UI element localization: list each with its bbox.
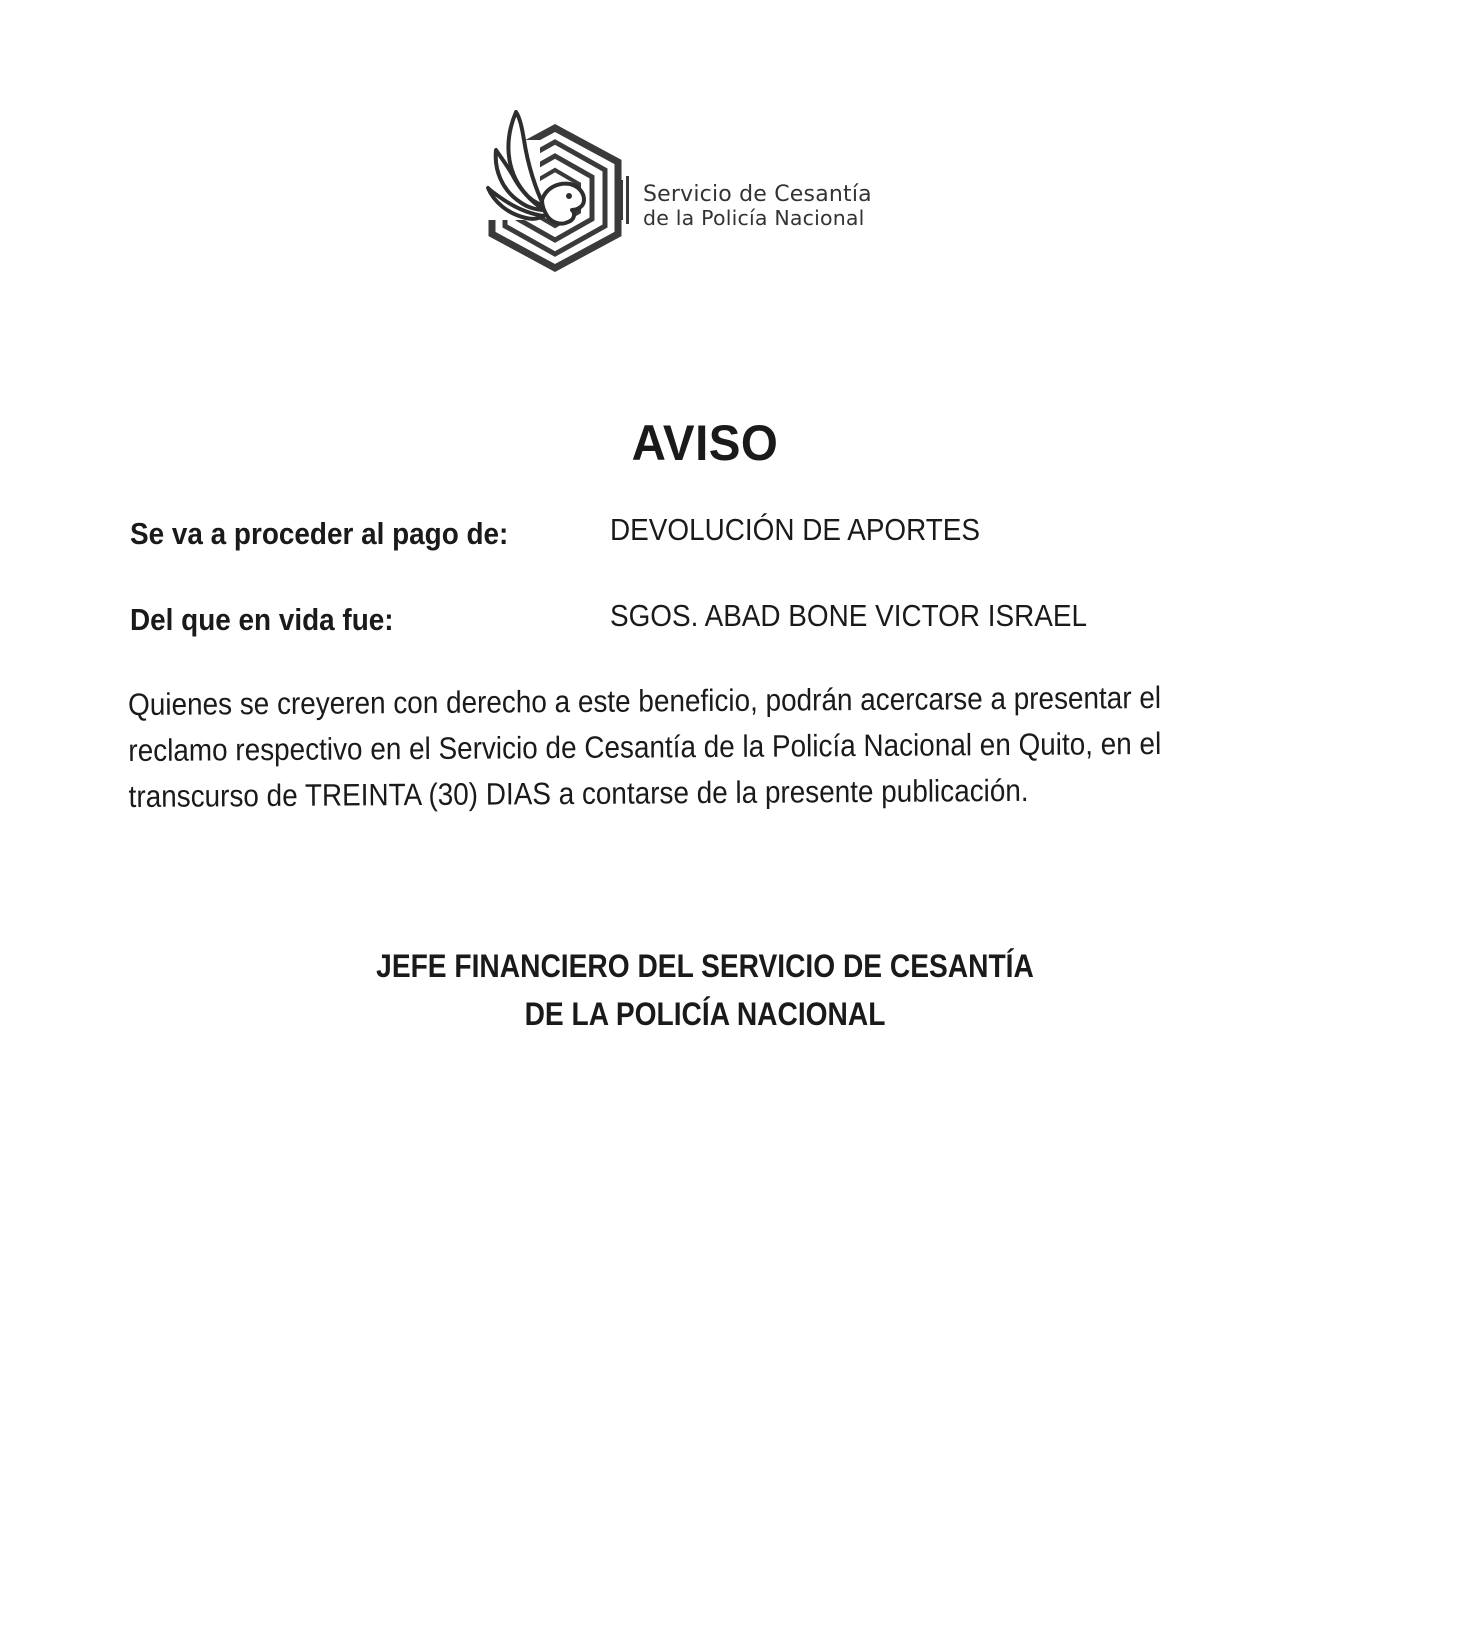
payment-value: DEVOLUCIÓN DE APORTES	[610, 512, 981, 547]
notice-body-line: reclamo respectivo en el Servicio de Cesantía de la Policía Nacional en Quito, en el	[128, 725, 1162, 768]
signature-block	[85, 942, 1326, 1038]
institution-name-line1: Servicio de Cesantía	[643, 182, 872, 207]
payment-label: Se va a proceder al pago de:	[130, 516, 509, 551]
institution-logo	[480, 110, 910, 290]
institution-name	[643, 184, 913, 229]
signature-line1: JEFE FINANCIERO DEL SERVICIO DE CESANTÍA	[376, 948, 1034, 984]
institution-name-line2: de la Policía Nacional	[643, 206, 865, 230]
notice-title: AVISO	[631, 415, 779, 471]
signature-line2: DE LA POLICÍA NACIONAL	[524, 996, 886, 1032]
deceased-label: Del que en vida fue:	[130, 602, 394, 637]
deceased-value: SGOS. ABAD BONE VICTOR ISRAEL	[610, 598, 1088, 633]
notice-body-line: Quienes se creyeren con derecho a este beneficio, podrán acercarse a presentar el	[128, 679, 1162, 722]
notice-body-line: transcurso de TREINTA (30) DIAS a contarse de la presente publicación.	[128, 772, 1029, 814]
eagle-hexagon-emblem-icon	[480, 110, 630, 285]
notice-body	[128, 674, 1272, 820]
